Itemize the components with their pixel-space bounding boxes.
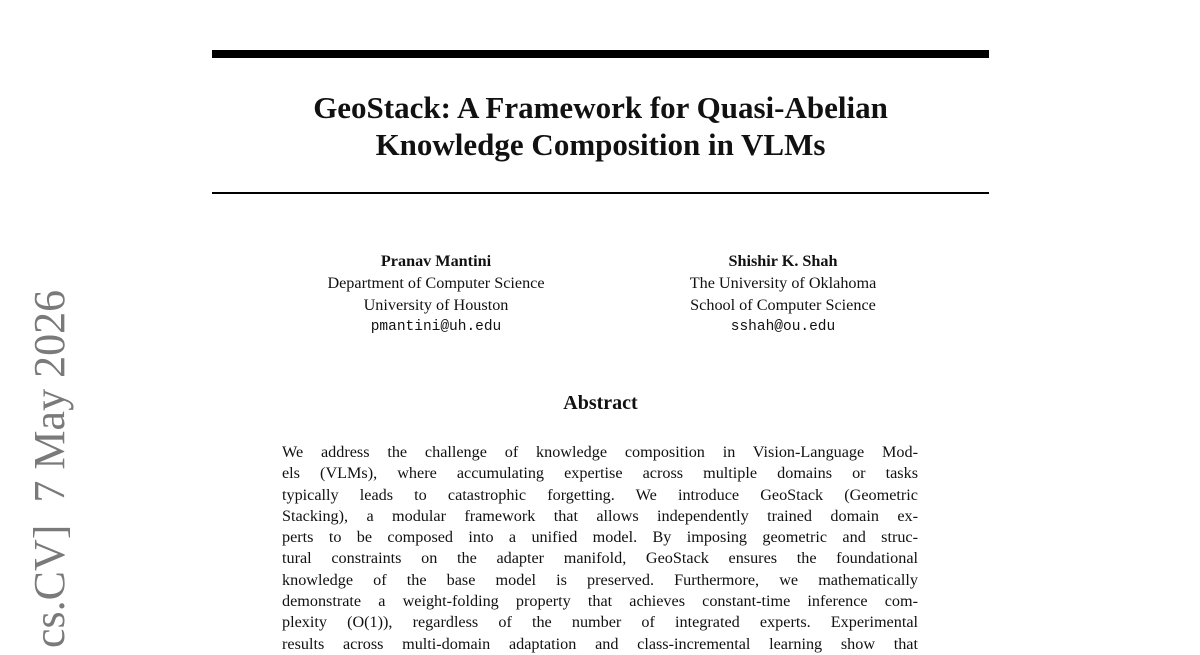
author-affiliation: Department of Computer Science	[327, 274, 545, 292]
author-email: sshah@ou.edu	[730, 319, 836, 335]
author-affiliation: School of Computer Science	[690, 296, 876, 314]
abstract-line: typically leads to catastrophic forgetting. We introduce GeoStack (Geometric	[282, 485, 918, 504]
author-email: pmantini@uh.edu	[370, 319, 502, 335]
abstract-line: We address the challenge of knowledge composition in Vision-Language Mod-	[282, 443, 918, 461]
abstract-line: knowledge of the base model is preserved. Furthermore, we mathematically	[282, 570, 918, 589]
abstract-line: Stacking), a modular framework that allows independently trained domain ex-	[282, 506, 918, 525]
title-rule	[212, 192, 989, 194]
abstract-line: els (VLMs), where accumulating expertise across multiple domains or tasks	[282, 464, 918, 483]
author-block-1	[266, 250, 606, 338]
abstract-heading: Abstract	[563, 392, 638, 414]
abstract-line: tural constraints on the adapter manifold, GeoStack ensures the foundational	[282, 549, 918, 568]
author-affiliation: University of Houston	[363, 296, 509, 314]
author-name: Pranav Mantini	[380, 252, 492, 270]
abstract-line: results across multi-domain adaptation and class-incremental learning show that	[282, 634, 918, 653]
title-line-1: GeoStack: A Framework for Quasi-Abelian	[313, 90, 888, 125]
abstract-line: plexity (O(1)), regardless of the number of integrated experts. Experimental	[282, 613, 918, 632]
author-affiliation: The University of Oklahoma	[689, 274, 877, 292]
abstract-body	[282, 442, 918, 655]
abstract-line: demonstrate a weight-folding property that achieves constant-time inference com-	[282, 592, 918, 611]
arxiv-identifier-stamp: cs.CV] 7 May 2026	[25, 289, 74, 648]
paper-title	[212, 89, 989, 163]
top-rule	[212, 50, 989, 58]
abstract-line: perts to be composed into a unified model. By imposing geometric and struc-	[282, 528, 918, 547]
author-name: Shishir K. Shah	[728, 252, 838, 270]
title-line-2: Knowledge Composition in VLMs	[375, 127, 826, 162]
author-block-2	[613, 250, 953, 338]
